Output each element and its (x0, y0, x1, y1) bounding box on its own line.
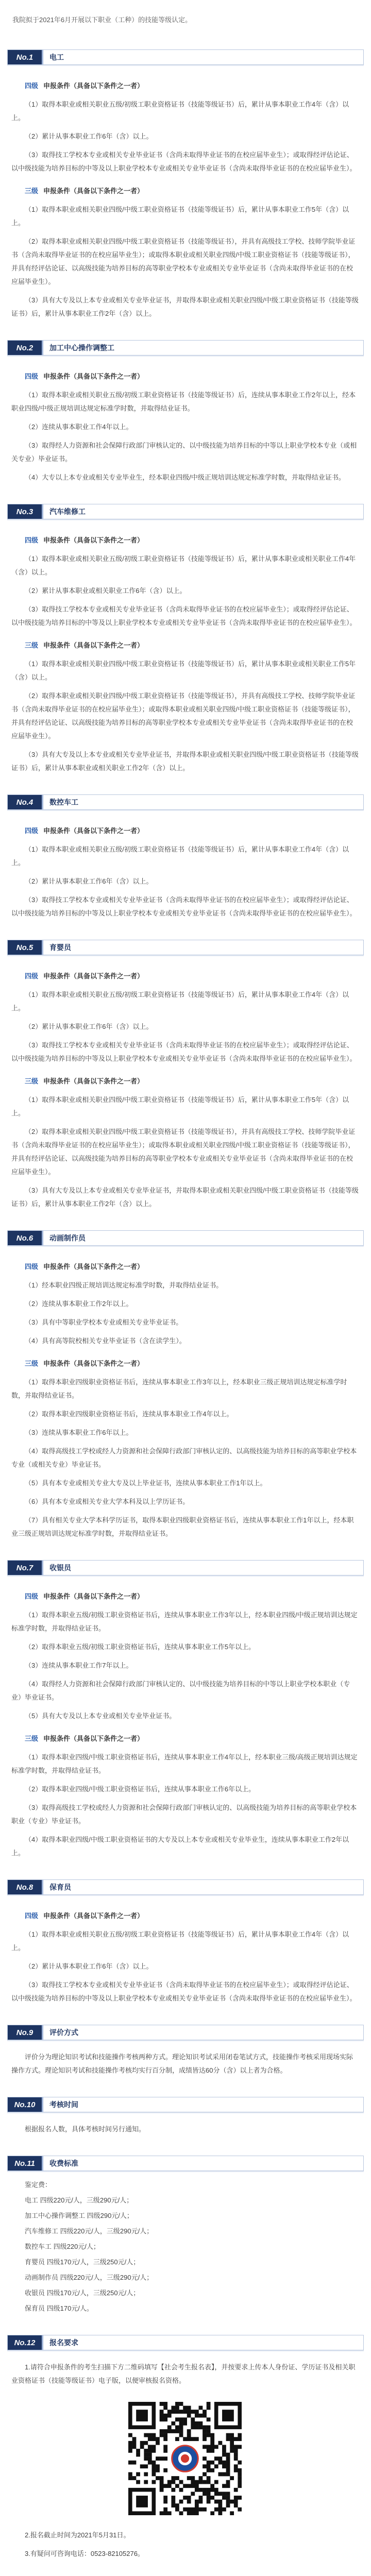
condition-item: （1）取得本职业或相关职业五级/初级工职业资格证书（技能等级证书）后，连续从事本职业工作2年以上，经本职业四级/中级正规培训达规定标准学时数，并取得结业证书。 (11, 391, 356, 412)
level-name: 三级 (25, 1735, 39, 1742)
level-condition: 申报条件（具备以下条件之一者） (43, 1912, 144, 1920)
level-name: 四级 (25, 827, 39, 835)
condition-item: （5）具有大专及以上本专业或相关专业毕业证书。 (25, 1712, 176, 1720)
level-heading (11, 639, 359, 652)
level-condition: 申报条件（具备以下条件之一者） (43, 972, 144, 980)
section-header (7, 1230, 364, 1246)
level-name: 四级 (25, 536, 39, 544)
fee-item: 加工中心操作调整工 四级290元/人； (25, 2212, 133, 2219)
section-title: 电工 (42, 50, 363, 64)
section-body (0, 1895, 371, 2005)
fee-item: 电工 四级220元/人，三级290元/人； (25, 2196, 133, 2204)
condition-item: （2）累计从事本职业工作6年（含）以上。 (25, 132, 153, 140)
condition-item: （1）取得本职业四级/中级工职业资格证书后，连续从事本职业工作4年以上，经本职业三级/高级正规培训达规定标准学时数，并取得结业证书。 (11, 1753, 358, 1774)
section-title: 收费标准 (42, 2156, 363, 2171)
level-heading (11, 1909, 359, 1923)
level-name: 四级 (25, 972, 39, 980)
level-condition: 申报条件（具备以下条件之一者） (43, 1592, 144, 1600)
condition-item: （1）取得本职业或相关职业五级/初级工职业资格证书（技能等级证书）后，累计从事本职业或相关职业工作4年（含）以上。 (11, 555, 356, 576)
condition-item: （1）取得本职业或相关职业四级/中级工职业资格证书（技能等级证书）后，累计从事本职业工作5年（含）以上。 (11, 1096, 349, 1117)
section-fees (0, 2156, 371, 2315)
section-header (7, 1560, 364, 1575)
fee-item: 保育员 四级170元/人。 (25, 2304, 93, 2312)
condition-item: （6）具有本专业或相关专业大学本科及以上学历证书。 (25, 1498, 190, 1505)
section-title: 数控车工 (42, 795, 363, 809)
section-title: 保育员 (42, 1880, 363, 1894)
section-machining-center-operator (0, 340, 371, 484)
condition-item: （2）累计从事本职业或相关职业工作6年（含）以上。 (25, 587, 187, 595)
condition-item: （2）连续从事本职业工作2年以上。 (25, 1300, 133, 1308)
condition-item: （2）取得本职业四级/中级工职业资格证书后，连续从事本职业工作6年以上。 (25, 1785, 256, 1793)
condition-item: （4）取得高级技工学校或经人力资源和社会保障行政部门审核认定的、以高级技能为培养目标的高等职业学校本专业（或相关专业）毕业证书。 (11, 1447, 357, 1468)
section-number: No.12 (8, 2335, 42, 2350)
intro-text: 我院拟于2021年6月开展以下职业（工种）的技能等级认定。 (12, 16, 192, 24)
section-number: No.2 (8, 341, 42, 355)
level-condition: 申报条件（具备以下条件之一者） (43, 536, 144, 544)
condition-item: （3）取得技工学校本专业或相关专业毕业证书（含尚未取得毕业证书的在校应届毕业生）；或取得经评估论证、以中级技能为培养目标的中等及以上职业学校本专业或相关专业毕业证书（含尚未取得毕业证书的在校应届毕业生）。 (11, 1041, 357, 1062)
condition-item: （3）取得技工学校本专业或相关专业毕业证书（含尚未取得毕业证书的在校应届毕业生）；或取得经评估论证、以中级技能为培养目标的中等及以上职业学校本专业或相关专业毕业证书（含尚未取得毕业证书的在校应届毕业生）。 (11, 151, 357, 172)
section-header (7, 1879, 364, 1895)
section-body (0, 1575, 371, 1860)
condition-item: （4）取得本职业四级/中级工职业资格证书的大专及以上本专业或相关专业毕业生，连续从事本职业工作2年以上。 (11, 1836, 349, 1857)
section-number: No.3 (8, 504, 42, 519)
condition-item: （3）具有中等职业学校本专业或相关专业毕业证书。 (25, 1318, 183, 1326)
section-title: 收银员 (42, 1561, 363, 1575)
condition-item: （1）取得本职业或相关职业四级/中级工职业资格证书（技能等级证书）后，累计从事本职业或相关职业工作5年（含）以上。 (11, 660, 356, 681)
section-header (7, 2335, 364, 2350)
condition-item: （3）取得技工学校本专业或相关专业毕业证书（含尚未取得毕业证书的在校应届毕业生）；或取得经评估论证、以中级技能为培养目标的中等及以上职业学校本专业或相关专业毕业证书（含尚未取得毕业证书的在校应届毕业生）。 (11, 896, 357, 917)
level-condition: 申报条件（具备以下条件之一者） (43, 187, 144, 195)
evaluation-text: 评价分为理论知识考试和技能操作考核两种方式。理论知识考试采用闭卷笔试方式，技能操作考核采用现场实际操作方式。理论知识考试和技能操作考核均实行百分制，成绩皆达60分（含）以上者为合格。 (11, 2053, 353, 2074)
level-condition: 申报条件（具备以下条件之一者） (43, 1077, 144, 1085)
registration-step: 3.有疑问可咨询电话：0523-82105276。 (25, 2550, 144, 2557)
fee-item: 育婴员 四级170元/人，三级250元/人； (25, 2258, 140, 2266)
level-condition: 申报条件（具备以下条件之一者） (43, 827, 144, 835)
section-number: No.1 (8, 50, 42, 64)
level-condition: 申报条件（具备以下条件之一者） (43, 372, 144, 380)
section-animator (0, 1230, 371, 1540)
condition-item: （2）取得本职业或相关职业四级/中级工职业资格证书（技能等级证书），并具有高级技工学校、技师学院毕业证书（含尚未取得毕业证书的在校应届毕业生）；或取得本职业或相关职业四级/中级工职业资格证书（技能等级证书），并具有经评估论证、以高级技能为培养目标的高等职业学校本专业或相关专业毕业证书（含尚未取得毕业证书的在校应届毕业生）。 (11, 1128, 356, 1176)
level-condition: 申报条件（具备以下条件之一者） (43, 1360, 144, 1367)
condition-item: （3）取得技工学校本专业或相关专业毕业证书（含尚未取得毕业证书的在校应届毕业生）；或取得经评估论证、以中级技能为培养目标的中等及以上职业学校本专业或相关专业毕业证书（含尚未取得毕业证书的在校应届毕业生）。 (11, 605, 357, 626)
section-header (7, 504, 364, 519)
condition-item: （1）经本职业四级正规培训达规定标准学时数，并取得结业证书。 (25, 1281, 223, 1289)
section-cashier (0, 1560, 371, 1860)
level-heading (11, 534, 359, 547)
section-body (0, 2171, 371, 2315)
condition-item: （1）取得本职业四级职业资格证书后，连续从事本职业工作3年以上，经本职业三级正规培训达规定标准学时数，并取得结业证书。 (11, 1378, 347, 1399)
section-number: No.9 (8, 2025, 42, 2040)
qr-code-container (123, 2397, 247, 2520)
condition-item: （2）连续从事本职业工作4年以上。 (25, 423, 133, 431)
condition-item: （1）取得本职业或相关职业五级/初级工职业资格证书（技能等级证书）后，累计从事本职业工作4年（含）以上。 (11, 845, 349, 867)
section-exam-time (0, 2097, 371, 2136)
condition-item: （3）具有大专及以上本专业或相关专业毕业证书，并取得本职业或相关职业四级/中级工职业资格证书（技能等级证书）后，累计从事本职业或相关职业工作2年（含）以上。 (11, 751, 359, 772)
section-body (0, 955, 371, 1211)
level-name: 四级 (25, 82, 39, 90)
section-number: No.10 (8, 2097, 42, 2112)
condition-item: （1）取得本职业或相关职业五级/初级工职业资格证书（技能等级证书）后，累计从事本职业工作4年（含）以上。 (11, 991, 349, 1012)
section-cnc-lathe-operator (0, 794, 371, 920)
signature-block (0, 2566, 371, 2576)
section-infant-caregiver (0, 940, 371, 1211)
section-title: 考核时间 (42, 2097, 363, 2112)
condition-item: （3）取得技工学校本专业或相关专业毕业证书（含尚未取得毕业证书的在校应届毕业生）；或取得经评估论证、以中级技能为培养目标的中等及以上职业学校本专业或相关专业毕业证书（含尚未取得毕业证书的在校应届毕业生）。 (11, 1981, 357, 2002)
section-evaluation-method (0, 2025, 371, 2077)
condition-item: （3）具有大专及以上本专业或相关专业毕业证书，并取得本职业或相关职业四级/中级工职业资格证书（技能等级证书）后，累计从事本职业工作2年（含）以上。 (11, 1187, 359, 1208)
condition-item: （4）大专以上本专业或相关专业毕业生，经本职业四级/中级正规培训达规定标准学时数，并取得结业证书。 (25, 473, 345, 481)
condition-item: （2）取得本职业五级/初级工职业资格证书后，连续从事本职业工作5年以上。 (25, 1643, 256, 1651)
section-header (7, 340, 364, 355)
section-body (0, 1246, 371, 1540)
level-name: 四级 (25, 1592, 39, 1600)
condition-item: （2）取得本职业四级职业资格证书后，连续从事本职业工作4年以上。 (25, 1410, 233, 1418)
condition-item: （2）累计从事本职业工作6年（含）以上。 (25, 1023, 153, 1030)
section-title: 报名要求 (42, 2335, 363, 2350)
condition-item: （3）连续从事本职业工作6年以上。 (25, 1429, 133, 1436)
section-header (7, 2097, 364, 2112)
registration-step: 1.请符合申报条件的考生扫描下方二维码填写【社会考生报名表】，并按要求上传本人身份证、学历证书及相关职业资格证书（技能等级证书）电子版，以便审核报名资格。 (11, 2363, 356, 2384)
section-electrician (0, 49, 371, 320)
section-number: No.8 (8, 1880, 42, 1894)
fee-item: 汽车维修工 四级220元/人，三级290元/人； (25, 2227, 154, 2235)
section-number: No.7 (8, 1561, 42, 1575)
condition-item: （1）取得本职业或相关职业四级/中级工职业资格证书（技能等级证书）后，累计从事本职业工作5年（含）以上。 (11, 206, 349, 227)
section-childcare-worker (0, 1879, 371, 2005)
condition-item: （2）累计从事本职业工作6年（含）以上。 (25, 1962, 153, 1970)
level-heading (11, 970, 359, 983)
fee-item: 动画制作员 四级220元/人，三级290元/人； (25, 2274, 154, 2281)
condition-item: （5）具有本专业或相关专业大专及以上毕业证书，连续从事本职业工作1年以上。 (25, 1479, 267, 1487)
section-body (0, 65, 371, 320)
level-name: 四级 (25, 372, 39, 380)
condition-item: （3）连续从事本职业工作7年以上。 (25, 1662, 133, 1669)
section-body (0, 355, 371, 484)
level-condition: 申报条件（具备以下条件之一者） (43, 1263, 144, 1270)
section-title: 育婴员 (42, 940, 363, 955)
section-title: 动画制作员 (42, 1231, 363, 1245)
condition-item: （4）取得经人力资源和社会保障行政部门审核认定的、以中级技能为培养目标的中等以上职业学校本职业（专业）毕业证书。 (11, 1680, 350, 1701)
section-header (7, 940, 364, 955)
section-title: 评价方式 (42, 2025, 363, 2040)
condition-item: （2）取得本职业或相关职业四级/中级工职业资格证书（技能等级证书），并具有高级技工学校、技师学院毕业证书（含尚未取得毕业证书的在校应届毕业生）；或取得本职业或相关职业四级/中级工职业资格证书（技能等级证书），并具有经评估论证、以高级技能为培养目标的高等职业学校本专业或相关专业毕业证书（含尚未取得毕业证书的在校应届毕业生）。 (11, 238, 356, 285)
level-heading (11, 1732, 359, 1745)
section-header (7, 2156, 364, 2171)
registration-step: 2.报名截止时间为2021年5月31日。 (25, 2531, 130, 2539)
section-header (7, 2025, 364, 2040)
level-heading (11, 824, 359, 838)
condition-item: （7）具有相关专业大学本科学历证书，取得本职业四级职业资格证书后，连续从事本职业工作1年以上，经本职业三级正规培训达规定标准学时数，并取得结业证书。 (11, 1516, 354, 1537)
condition-item: （3）取得经人力资源和社会保障行政部门审核认定的、以中级技能为培养目标的中等以上职业学校本专业（或相关专业）毕业证书。 (11, 442, 357, 463)
qr-code-icon (128, 2402, 242, 2515)
level-heading (11, 79, 359, 93)
section-body (0, 2040, 371, 2077)
condition-item: （4）具有高等院校相关专业毕业证书（含在读学生）。 (25, 1337, 186, 1345)
level-condition: 申报条件（具备以下条件之一者） (43, 641, 144, 649)
section-number: No.4 (8, 795, 42, 809)
section-title: 汽车维修工 (42, 504, 363, 519)
section-body (0, 810, 371, 920)
condition-item: （2）累计从事本职业工作6年（含）以上。 (25, 877, 153, 885)
section-body (0, 2112, 371, 2136)
level-heading (11, 184, 359, 198)
condition-item: （1）取得本职业或相关职业五级/初级工职业资格证书（技能等级证书）后，累计从事本职业工作4年（含）以上。 (11, 1930, 349, 1952)
level-name: 四级 (25, 1912, 39, 1920)
section-number: No.11 (8, 2156, 42, 2171)
section-body (0, 2350, 371, 2561)
condition-item: （3）具有大专及以上本专业或相关专业毕业证书，并取得本职业或相关职业四级/中级工职业资格证书（技能等级证书）后，累计从事本职业工作2年（含）以上。 (11, 296, 359, 317)
section-title: 加工中心操作调整工 (42, 341, 363, 355)
level-condition: 申报条件（具备以下条件之一者） (43, 82, 144, 90)
condition-item: （1）取得本职业五级/初级工职业资格证书后，连续从事本职业工作3年以上，经本职业四级/中级正规培训达规定标准学时数，并取得结业证书。 (11, 1611, 358, 1632)
level-heading (11, 370, 359, 383)
level-name: 四级 (25, 1263, 39, 1270)
level-name: 三级 (25, 187, 39, 195)
fee-item: 收银员 四级170元/人，三级250元/人； (25, 2289, 140, 2297)
section-number: No.5 (8, 940, 42, 955)
fee-lead: 鉴定费： (25, 2181, 52, 2189)
fee-item: 数控车工 四级220元/人； (25, 2243, 100, 2250)
section-auto-mechanic (0, 504, 371, 775)
level-name: 三级 (25, 641, 39, 649)
section-body (0, 519, 371, 775)
level-heading (11, 1357, 359, 1370)
section-header (7, 794, 364, 810)
level-heading (11, 1260, 359, 1274)
level-heading (11, 1590, 359, 1603)
level-name: 三级 (25, 1360, 39, 1367)
condition-item: （1）取得本职业或相关职业五级/初级工职业资格证书（技能等级证书）后，累计从事本职业工作4年（含）以上。 (11, 100, 349, 122)
exam-time-text: 根据报名人数，具体考核时间另行通知。 (25, 2125, 146, 2133)
condition-item: （3）取得高级技工学校或经人力资源和社会保障行政部门审核认定的、以高级技能为培养目标的高等职业学校本职业（专业）毕业证书。 (11, 1804, 357, 1825)
section-registration (0, 2335, 371, 2561)
level-name: 三级 (25, 1077, 39, 1085)
section-header (7, 49, 364, 65)
section-number: No.6 (8, 1231, 42, 1245)
level-condition: 申报条件（具备以下条件之一者） (43, 1735, 144, 1742)
condition-item: （2）取得本职业或相关职业四级/中级工职业资格证书（技能等级证书），并具有高级技工学校、技师学院毕业证书（含尚未取得毕业证书的在校应届毕业生）；或取得本职业或相关职业四级/中级工职业资格证书（技能等级证书），并具有经评估论证、以高级技能为培养目标的高等职业学校本专业或相关专业毕业证书（含尚未取得毕业证书的在校应届毕业生）。 (11, 692, 356, 740)
level-heading (11, 1075, 359, 1088)
